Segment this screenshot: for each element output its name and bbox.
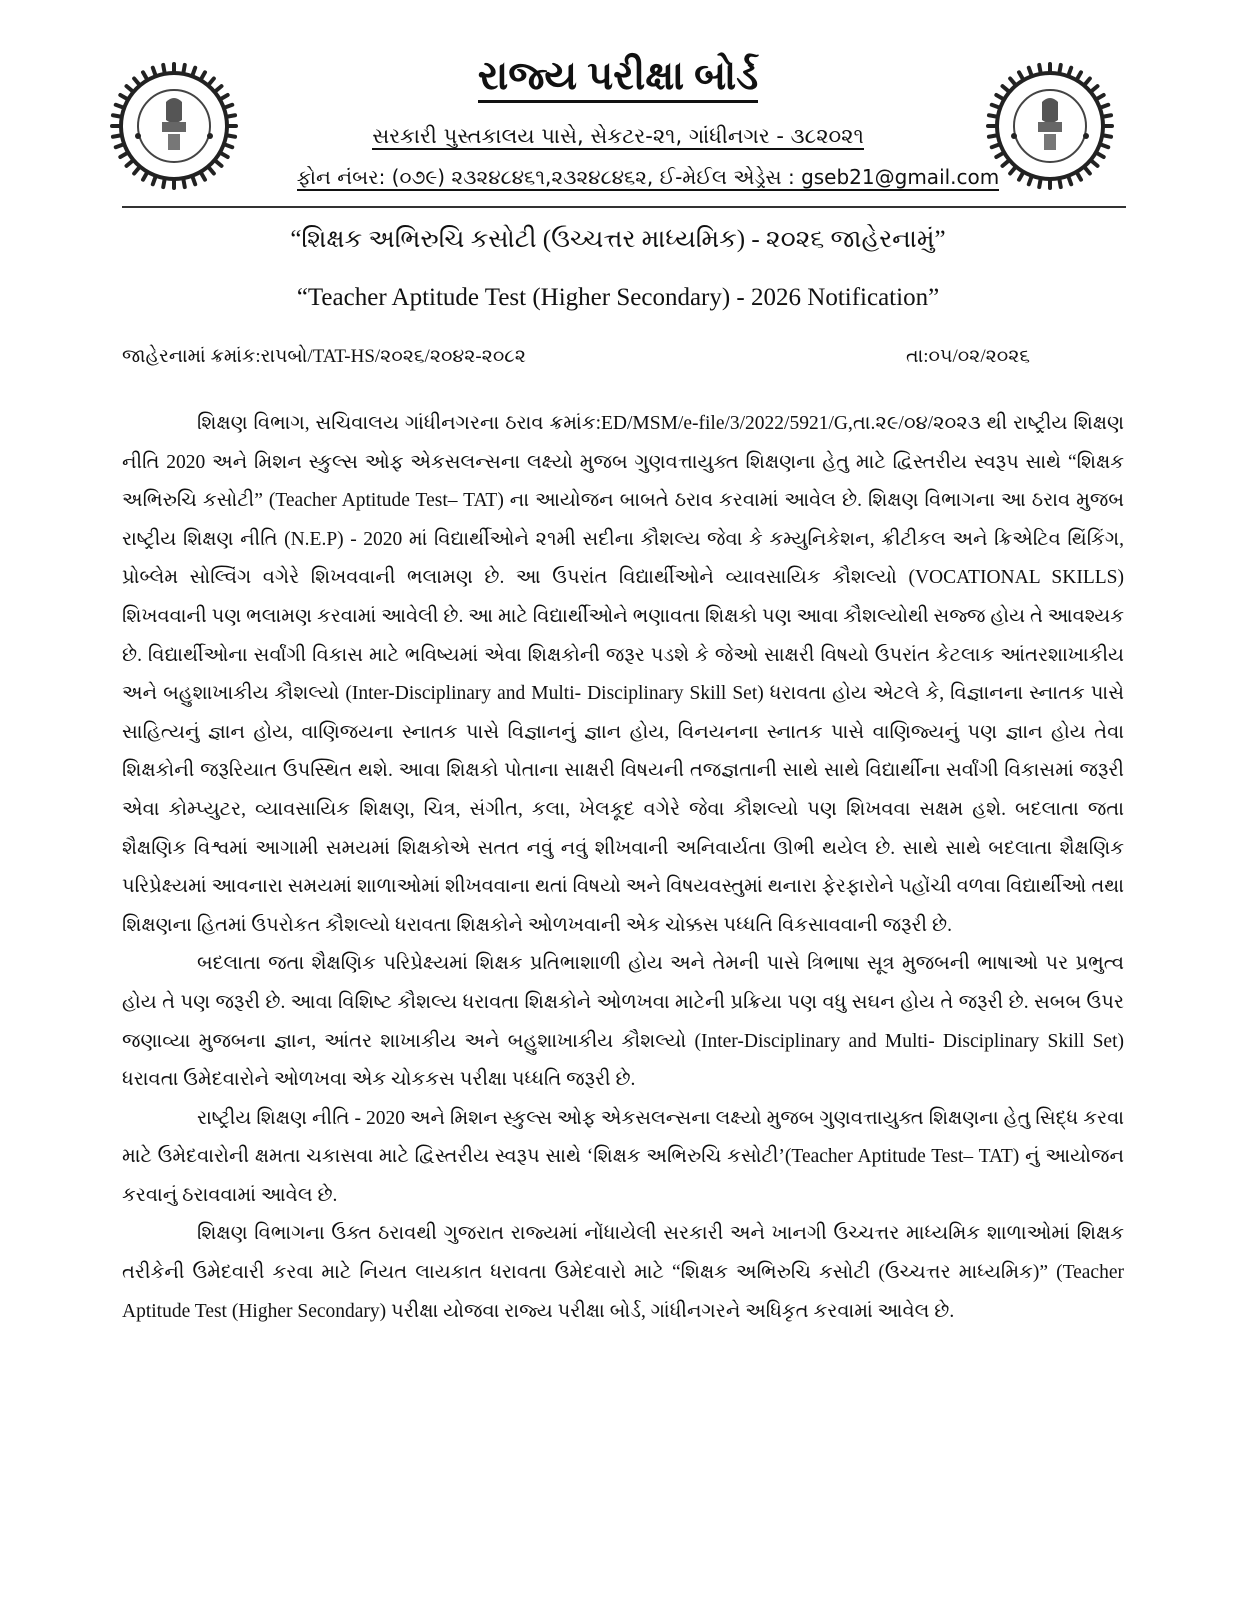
header-divider	[122, 206, 1126, 208]
board-address	[0, 124, 1236, 149]
board-contact	[0, 165, 1236, 189]
paragraph: રાષ્ટ્રીય શિક્ષણ નીતિ - 2020 અને મિશન સ્કુલ્સ ઓફ એકસલન્સના લક્ષ્યો મુજબ ગુણવત્તાયુક્ત શિક્ષણના હેતુ સિદ્ધ કરવા માટે ઉમેદવારોની ક્ષમતા ચકાસવા માટે દ્વિસ્તરીય સ્વરૂપ સાથે ‘શિક્ષક અભિરુચિ કસોટી’(Teacher Aptitude Test– TAT) નું આયોજન કરવાનું ઠરાવવામાં આવેલ છે.	[122, 1107, 1124, 1206]
notice-body	[122, 405, 1124, 1331]
board-name	[0, 52, 1236, 99]
contact-text: ફોન નંબર: (૦૭૯) ૨૩૨૪૮૪૬૧,૨૩૨૪૮૪૬૨, ઈ-મેઈલ એડ્રેસ : gseb21@gmail.com	[296, 165, 1000, 189]
notice-title-gujarati: “શિક્ષક અભિરુચિ કસોટી (ઉચ્ચત્તર માધ્યમિક) - ૨૦૨૬ જાહેરનામું”	[290, 226, 946, 253]
notice-date: તા:૦૫/૦૨/૨૦૨૬	[906, 346, 1030, 367]
board-name-text: રાજ્ય પરીક્ષા બોર્ડ	[478, 53, 758, 103]
notice-reference: જાહેરનામાં ક્રમાંક:રાપબો/TAT-HS/૨૦૨૬/૨૦૪૨-૨૦૮૨	[122, 346, 526, 367]
paragraph: શિક્ષણ વિભાગના ઉક્ત ઠરાવથી ગુજરાત રાજ્યમાં નોંધાયેલી સરકારી અને ખાનગી ઉચ્ચત્તર માધ્યમિક શાળાઓમાં શિક્ષક તરીકેની ઉમેદવારી કરવા માટે નિયત લાયકાત ધરાવતા ઉમેદવારો માટે “શિક્ષક અભિરુચિ કસોટી (ઉચ્ચત્તર માધ્યમિક)” (Teacher Aptitude Test (Higher Secondary) પરીક્ષા યોજવા રાજ્ય પરીક્ષા બોર્ડ, ગાંધીનગરને અધિકૃત કરવામાં આવેલ છે.	[122, 1223, 1124, 1322]
paragraph: શિક્ષણ વિભાગ, સચિવાલય ગાંધીનગરના ઠરાવ ક્રમાંક:ED/MSM/e-file/3/2022/5921/G,તા.૨૯/૦૪/૨૦૨૩ થી રાષ્ટ્રીય શિક્ષણ નીતિ 2020 અને મિશન સ્કુલ્સ ઓફ એકસલન્સના લક્ષ્યો મુજબ ગુણવત્તાયુક્ત શિક્ષણના હેતુ માટે દ્વિસ્તરીય સ્વરૂપ સાથે “શિક્ષક અભિરુચિ કસોટી” (Teacher Aptitude Test– TAT) ના આયોજન બાબતે ઠરાવ કરવામાં આવેલ છે. શિક્ષણ વિભાગના આ ઠરાવ મુજબ રાષ્ટ્રીય શિક્ષણ નીતિ (N.E.P) - 2020 માં વિદ્યાર્થીઓને ૨૧મી સદીના કૌશલ્ય જેવા કે કમ્યુનિકેશન, ક્રીટીકલ અને ક્રિએટિવ થિંકિંગ, પ્રોબ્લેમ સોલ્વિંગ વગેરે શિખવવાની ભલામણ છે. આ ઉપરાંત વિદ્યાર્થીઓને વ્યાવસાયિક કૌશલ્યો (VOCATIONAL SKILLS) શિખવવાની પણ ભલામણ કરવામાં આવેલી છે. આ માટે વિદ્યાર્થીઓને ભણાવતા શિક્ષકો પણ આવા કૌશલ્યોથી સજ્જ હોય તે આવશ્યક છે. વિદ્યાર્થીઓના સર્વાંગી વિકાસ માટે ભવિષ્યમાં એવા શિક્ષકોની જરૂર પડશે કે જેઓ સાક્ષરી વિષયો ઉપરાંત કેટલાક આંતરશાખાકીય અને બહુશાખાકીય કૌશલ્યો (Inter-Disciplinary and Multi- Disciplinary Skill Set) ધરાવતા હોય એટલે કે, વિજ્ઞાનના સ્નાતક પાસે સાહિત્યનું જ્ઞાન હોય, વાણિજયના સ્નાતક પાસે વિજ્ઞાનનું જ્ઞાન હોય, વિનયનના સ્નાતક પાસે વાણિજ્યનું પણ જ્ઞાન હોય તેવા શિક્ષકોની જરૂરિયાત ઉપસ્થિત થશે. આવા શિક્ષકો પોતાના સાક્ષરી વિષયની તજજ્ઞતાની સાથે સાથે વિદ્યાર્થીના સર્વાંગી વિકાસમાં જરૂરી એવા કોમ્પ્યુટર, વ્યાવસાયિક શિક્ષણ, ચિત્ર, સંગીત, કલા, ખેલકૂદ વગેરે જેવા કૌશલ્યો પણ શિખવવા સક્ષમ હશે. બદલાતા જતા શૈક્ષણિક વિશ્વમાં આગામી સમયમાં શિક્ષકોએ સતત નવું નવું શીખવાની અનિવાર્યતા ઊભી થયેલ છે. સાથે સાથે બદલાતા શૈક્ષણિક પરિપ્રેક્ષ્યમાં આવનારા સમયમાં શાળાઓમાં શીખવવાના થતાં વિષયો અને વિષયવસ્તુમાં થનારા ફેરફારોને પહોંચી વળવા વિદ્યાર્થીઓ તથા શિક્ષણના હિતમાં ઉપરોકત કૌશલ્યો ધરાવતા શિક્ષકોને ઓળખવાની એક ચોક્કસ પધ્ધતિ વિકસાવવાની જરૂરી છે.	[122, 413, 1124, 936]
address-text: સરકારી પુસ્તકાલય પાસે, સેકટર-૨૧, ગાંધીનગર - ૩૮૨૦૨૧	[372, 124, 864, 148]
paragraph: બદલાતા જતા શૈક્ષણિક પરિપ્રેક્ષ્યમાં શિક્ષક પ્રતિભાશાળી હોય અને તેમની પાસે ત્રિભાષા સૂત્ર મુજબની ભાષાઓ પર પ્રભુત્વ હોય તે પણ જરૂરી છે. આવા વિશિષ્ટ કૌશલ્ય ધરાવતા શિક્ષકોને ઓળખવા માટેની પ્રક્રિયા પણ વધુ સઘન હોય તે જરૂરી છે. સબબ ઉપર જણાવ્યા મુજબના જ્ઞાન, આંતર શાખાકીય અને બહુશાખાકીય કૌશલ્યો (Inter-Disciplinary and Multi- Disciplinary Skill Set) ધરાવતા ઉમેદવારોને ઓળખવા એક ચોકકસ પરીક્ષા પધ્ધતિ જરૂરી છે.	[122, 953, 1124, 1091]
notice-title-english: “Teacher Aptitude Test (Higher Secondary) - 2026 Notification”	[296, 284, 940, 311]
